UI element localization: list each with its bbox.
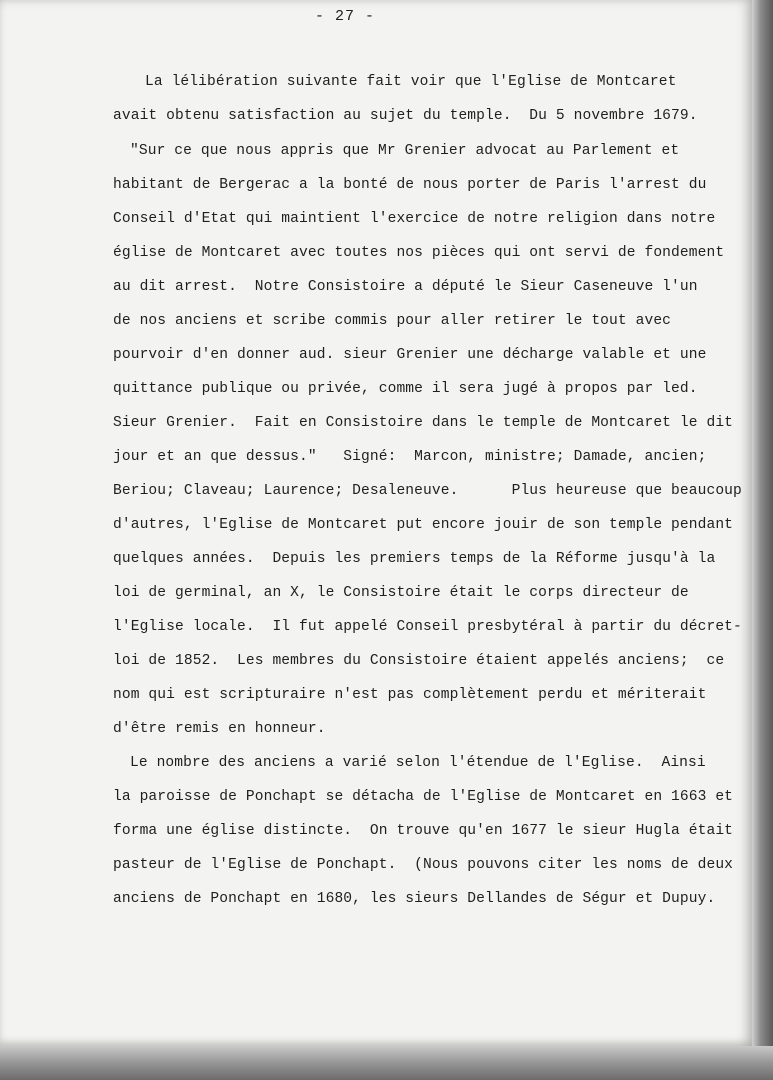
text-line: Le nombre des anciens a varié selon l'étendue de l'Eglise. Ainsi (130, 755, 706, 771)
text-line: Beriou; Claveau; Laurence; Desaleneuve. Plus heureuse que beaucoup (113, 483, 742, 499)
text-line: la paroisse de Ponchapt se détacha de l'Eglise de Montcaret en 1663 et (113, 789, 734, 805)
text-line: Conseil d'Etat qui maintient l'exercice de notre religion dans notre (113, 211, 716, 227)
text-line: d'être remis en honneur. (113, 721, 326, 737)
page-number: - 27 - (314, 8, 375, 25)
text-line: d'autres, l'Eglise de Montcaret put encore jouir de son temple pendant (113, 517, 734, 533)
text-line: quittance publique ou privée, comme il sera jugé à propos par led. (113, 381, 698, 397)
text-line: pasteur de l'Eglise de Ponchapt. (Nous pouvons citer les noms de deux (113, 857, 734, 873)
text-line: avait obtenu satisfaction au sujet du temple. Du 5 novembre 1679. (113, 108, 698, 124)
text-line: La lélibération suivante fait voir que l'Eglise de Montcaret (145, 74, 677, 90)
text-line: de nos anciens et scribe commis pour aller retirer le tout avec (113, 313, 672, 329)
text-line: nom qui est scripturaire n'est pas complètement perdu et mériterait (113, 687, 707, 703)
text-line: jour et an que dessus." Signé: Marcon, ministre; Damade, ancien; (113, 449, 707, 465)
text-line: anciens de Ponchapt en 1680, les sieurs Dellandes de Ségur et Dupuy. (113, 891, 716, 907)
text-line: habitant de Bergerac a la bonté de nous porter de Paris l'arrest du (113, 177, 707, 193)
page-stack-right-edge (752, 0, 773, 1080)
text-line: loi de 1852. Les membres du Consistoire étaient appelés anciens; ce (113, 653, 725, 669)
text-line: quelques années. Depuis les premiers temps de la Réforme jusqu'à la (113, 551, 716, 567)
text-line: pourvoir d'en donner aud. sieur Grenier une décharge valable et une (113, 347, 707, 363)
text-line: au dit arrest. Notre Consistoire a député le Sieur Caseneuve l'un (113, 279, 698, 295)
text-line: forma une église distincte. On trouve qu'en 1677 le sieur Hugla était (113, 823, 734, 839)
page-stack-bottom-edge (0, 1046, 773, 1080)
text-line: église de Montcaret avec toutes nos pièces qui ont servi de fondement (113, 245, 725, 261)
text-line: loi de germinal, an X, le Consistoire était le corps directeur de (113, 585, 689, 601)
text-line: l'Eglise locale. Il fut appelé Conseil presbytéral à partir du décret- (113, 619, 742, 635)
text-line: Sieur Grenier. Fait en Consistoire dans le temple de Montcaret le dit (113, 415, 734, 431)
text-line: "Sur ce que nous appris que Mr Grenier advocat au Parlement et (130, 143, 680, 159)
